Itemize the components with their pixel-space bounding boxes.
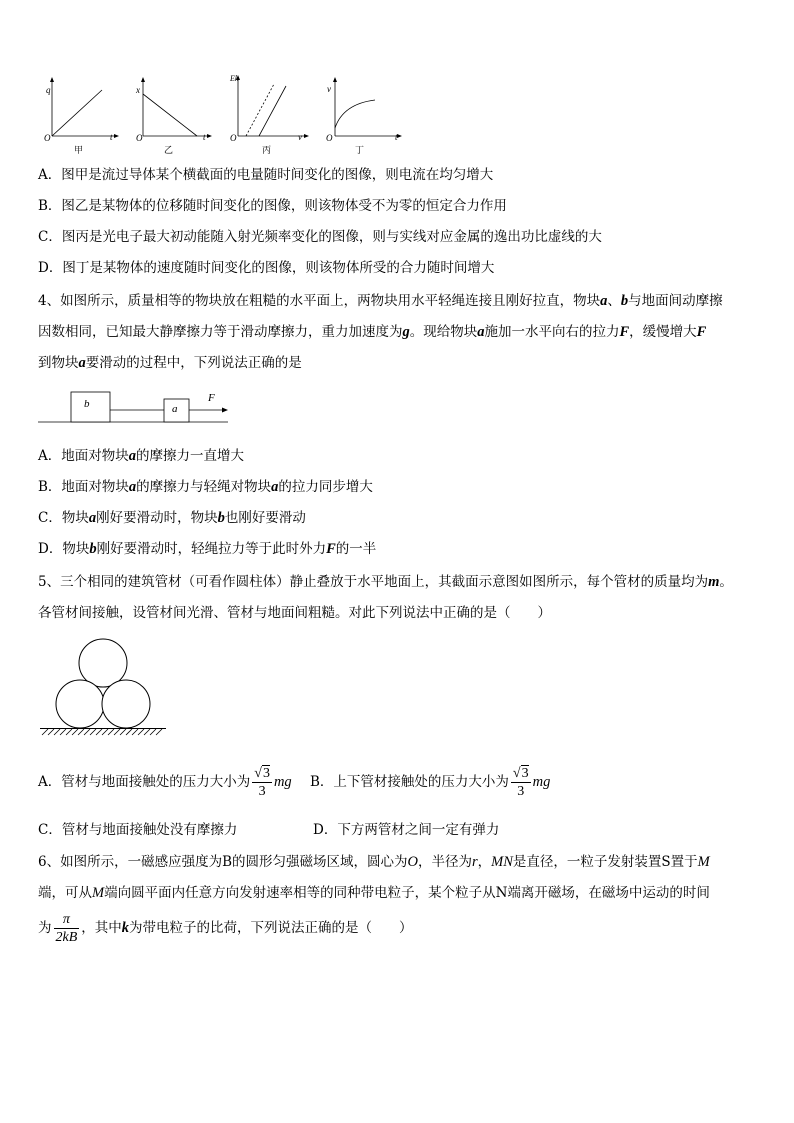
q6-stem-line2: 端，可从M端向圆平面内任意方向发射速率相等的同种带电粒子，某个粒子从N端离开磁场，在磁场中运动的时间 [38,885,710,901]
q5-left-pipe [56,680,104,728]
graph-ding-xlabel: t [395,132,398,142]
q5-option-a: A．管材与地面接触处的压力大小为 $\frac{√3}{3}$ mg [38,766,292,799]
graph-bing-origin: O [230,133,237,143]
graph-bing-dashed-line [246,84,274,136]
graph-ding [321,72,416,157]
graph-yi-ylabel: x [136,85,140,95]
q3-option-d: D．图丁是某物体的速度随时间变化的图像，则该物体所受的合力随时间增大 [38,260,495,276]
graph-jia-xlabel: t [110,132,113,142]
q3-option-c: C．图丙是光电子最大初动能随入射光频率变化的图像，则与实线对应金属的逸出功比虚线的大 [38,229,602,245]
q6-stem-line3: 为 $\frac{\pi}{2kB}$ ，其中k为带电粒子的比荷，下列说法正确的是（ ） [38,912,413,945]
q5-option-d: D．下方两管材之间一定有弹力 [313,822,500,838]
graph-bing-ylabel: Ek [230,74,239,83]
q5-option-b: B．上下管材接触处的压力大小为 $\frac{√3}{3}$ mg [310,766,551,799]
q5-top-pipe [79,639,127,687]
q5-option-c: C．管材与地面接触处没有摩擦力 [38,822,238,838]
q5-option-b-fraction: $\frac{√3}{3}$ [512,766,529,799]
q5-option-a-fraction: $\frac{√3}{3}$ [254,766,270,799]
q4-block-b [71,392,110,422]
graph-ding-ylabel: v [327,84,331,94]
graph-bing-solid-line [259,86,286,136]
graph-jia-origin: O [44,133,51,143]
graph-yi-xlabel: t [203,132,206,142]
q5-ground-hatch [42,729,162,735]
q5-cylinders-diagram [38,634,168,740]
q5-stem-line2: 各管材间接触，设管材间光滑、管材与地面间粗糙。对此下列说法中正确的是（ ） [38,605,551,621]
q4-option-d: D．物块b刚好要滑动时，轻绳拉力等于此时外力F的一半 [38,541,377,557]
graph-jia-ylabel: q [46,85,51,95]
q3-option-b: B．图乙是某物体的位移随时间变化的图像，则该物体受不为零的恒定合力作用 [38,198,507,214]
q6-stem-line1: 6、如图所示，一磁感应强度为B的圆形匀强磁场区域，圆心为O，半径为r，MN是直径，一粒子发射装置S置于M [38,854,710,870]
graphs-row [36,72,416,157]
graph-bing-caption: 丙 [262,146,272,156]
graph-yi-origin: O [136,133,143,143]
q4-block-a-label: a [172,403,178,415]
graph-ding-curve [335,100,375,128]
q4-option-c: C．物块a刚好要滑动时，物块b也刚好要滑动 [38,510,306,526]
graph-jia-line [52,90,102,136]
graph-yi-line [143,94,197,136]
q6-time-fraction: $\frac{\pi}{2kB}$ [55,912,78,945]
q4-option-b: B．地面对物块a的摩擦力与轻绳对物块a的拉力同步增大 [38,479,373,495]
graph-ding-origin: O [326,133,333,143]
graph-bing-xlabel: ν [298,132,302,142]
q5-right-pipe [102,680,150,728]
graph-ding-caption: 丁 [355,146,365,156]
q5-stem-line1: 5、三个相同的建筑管材（可看作圆柱体）静止叠放于水平地面上，其截面示意图如图所示，每个管材的质量均为m。 [38,574,733,590]
q4-arrow-head [222,408,228,413]
q4-option-a: A．地面对物块a的摩擦力一直增大 [38,448,244,464]
graph-yi-caption: 乙 [164,146,174,156]
q4-block-b-label: b [84,398,90,410]
q4-stem-line3: 到物块a要滑动的过程中，下列说法正确的是 [38,355,302,371]
graph-bing [226,72,321,157]
q4-force-label: F [208,392,215,404]
q3-option-a: A．图甲是流过导体某个横截面的电量随时间变化的图像，则电流在均匀增大 [38,167,494,183]
q4-stem-line2: 因数相同，已知最大静摩擦力等于滑动摩擦力，重力加速度为g。现给物块a施加一水平向右的拉力F，缓慢增大F [38,324,707,340]
q4-stem-line1: 4、如图所示，质量相等的物块放在粗糙的水平面上，两物块用水平轻绳连接且刚好拉直，物块a、b与地面间动摩擦 [38,293,723,309]
graph-jia-caption: 甲 [74,146,84,156]
graph-yi [131,72,226,157]
